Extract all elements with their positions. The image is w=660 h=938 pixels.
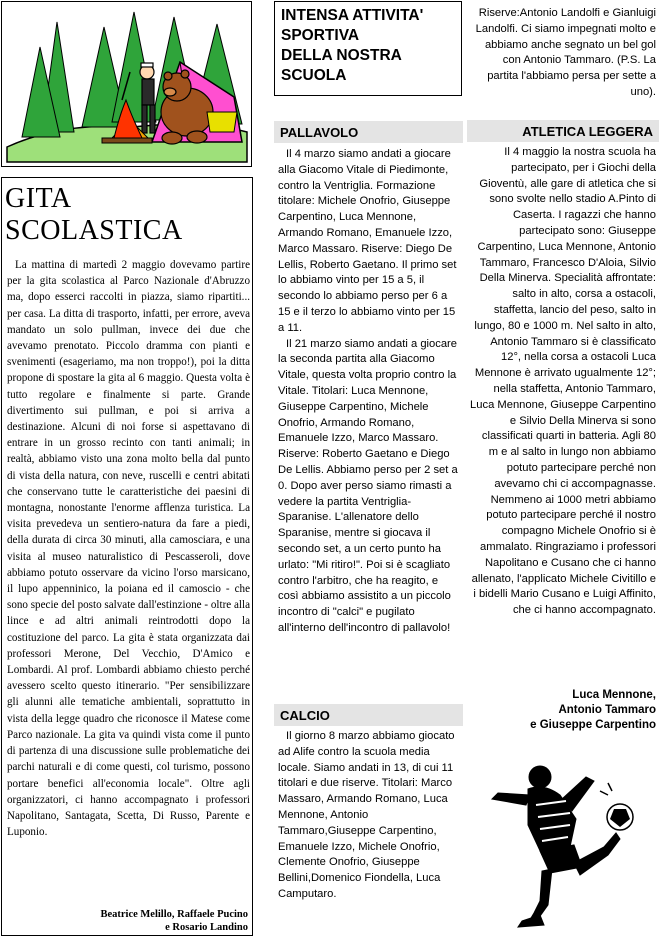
calcio-body xyxy=(278,729,460,903)
sport-headline xyxy=(281,6,455,86)
atletica-authors-line-1: Luca Mennone, xyxy=(572,689,656,701)
pallavolo-body xyxy=(278,147,460,637)
gita-title: GITA SCOLASTICA xyxy=(5,183,183,246)
gita-authors-line-2: e Rosario Landino xyxy=(165,922,248,933)
sport-headline-box xyxy=(274,1,462,96)
calcio-paragraph: Il giorno 8 marzo abbiamo giocato ad Alife contro la scuola media locale. Siamo andati in 13, di cui 11 titolari e due riserve. Titolari: Marco Massaro, Armando Romano, Luca Mennone, Antonio Tammaro,Giuseppe Carpentino, Emanuele Izzo, Michele Onofrio, Clemente Onofrio, Giuseppe Bellini,Domenico Fiondella, Luca Camputaro. xyxy=(278,730,455,900)
sport-headline-line-2: SPORTIVA xyxy=(281,27,360,44)
atletica-authors-line-3: e Giuseppe Carpentino xyxy=(530,719,656,731)
pallavolo-paragraph-1: Il 4 marzo siamo andati a giocare alla Giacomo Vitale di Piedimonte, contro la Ventriglia. Formazione titolare: Michele Onofrio, Giuseppe Carpentino, Luca Mennone, Armando Romano, Emanuele Izzo, Marco Massaro. Riserve: Diego De Lellis, Roberto Gaetano. Il primo set lo abbiamo vinto per 15 a 5, il secondo lo abbiamo perso per 6 a 15 e il terzo lo abbiamo vinto per 15 a 11. xyxy=(278,148,457,334)
sport-headline-line-3: DELLA NOSTRA xyxy=(281,47,402,64)
gita-paragraph: La mattina di martedì 2 maggio dovevamo partire per la gita scolastica al Parco Nazionale d'Abruzzo ma, dopo esserci raccolti in piazza, siamo ripartiti... per casa. La ditta di trasporto, infatti, per errore, aveva mandato un solo pullman, invece dei due che avevamo prenotato. Piccolo dramma con pianti e svenimenti (esageriamo, ma non troppo!), poi la ditta propone di spostare la gita al 6 maggio. Questa volta è tutto regolare e finalmente si parte. Grande divertimento sui pullman, e poi si arriva a destinazione. Alcuni di noi forse si aspettavano di entrare in un grosso recinto con tanti animali; in realtà, abbiamo visto una zona molto bella dal punto di vista della natura, con neve, ruscelli e centri abitati che conservano tutte le caratteristiche dei paesini di montagna, nonostante l'enorme afflenza turistica. La visita prevedeva un sentiero-natura da fare a piedi, della durata di circa 30 minuti, alla camosciara, e una visita al museo naturalistico di Pescasseroli, dove abbiamo potuto osservare da vicino l'orso marsicano, il lupo appenninico, la poiana ed il camoscio - che sono specie del posto salvate dall'estinzione - oltre alla lince e ad altri animali reintrodotti dopo la costituzione del parco. La gita è stata organizzata dai professori Merone, Del Vecchio, D'Amico e Lombardi. Al prof. Lombardi abbiamo chiesto perché avessero scelto questo itinerario. "Per sensibilizzare gli alunni alle tematiche ambientali, soprattutto in vista della legge quadro che riconosce il Matese come Parco nazionale. La gita va quindi vista come il punto di partenza di una discussione sulle problematiche dei parchi naturali e di come questi, col turismo, possono portare benefici all'economia locale". Oltre agli organizzatori, ci hanno accompagnato i professori Napolitano, Santagata, Scetta, Di Russo, Parente e Luponio. xyxy=(7,259,250,839)
atletica-authors xyxy=(470,688,656,733)
atletica-authors-line-2: Antonio Tammaro xyxy=(558,704,656,716)
soccer-player-illustration-frame xyxy=(478,755,648,930)
calcio-continuation-paragraph: Riserve:Antonio Landolfi e Gianluigi Landolfi. Ci siamo impegnati molto e abbiamo anche segnato un bel gol con Antonio Tammaro. (P.S. La partita l'abbiamo persa per sette a uno). xyxy=(475,7,656,98)
atletica-heading: ATLETICA LEGGERA xyxy=(467,120,659,142)
sport-headline-line-4: SCUOLA xyxy=(281,67,347,84)
gita-authors xyxy=(100,908,248,934)
pallavolo-heading: PALLAVOLO xyxy=(274,121,463,143)
camping-illustration-frame xyxy=(1,1,252,167)
gita-authors-line-1: Beatrice Melillo, Raffaele Pucino xyxy=(100,909,248,920)
calcio-heading: CALCIO xyxy=(274,704,463,726)
atletica-body xyxy=(470,145,656,619)
gita-article xyxy=(1,177,253,936)
sport-headline-line-1: INTENSA ATTIVITA' xyxy=(281,7,424,24)
gita-body xyxy=(7,257,250,840)
soccer-player-icon xyxy=(478,755,648,930)
pallavolo-paragraph-2: Il 21 marzo siamo andati a giocare la seconda partita alla Giacomo Vitale, questa volta proprio contro la Vitale. Titolari: Luca Mennone, Giuseppe Carpentino, Michele Onofrio, Armando Romano, Emanuele Izzo, Marco Massaro. Riserve: Roberto Gaetano e Diego De Lellis. Abbiamo perso per 2 set a 0. Dopo aver perso siamo rimasti a vedere la partita Ventriglia-Sparanise. L'allenatore dello Sparanise, mentre si giocava il secondo set, a un certo punto ha urlato: "Mi ritiro!". Poi si è scagliato contro l'arbitro, che ha reagito, e così abbiamo assistito a un piccolo incontro di "calci" e pugilato all'interno dell'incontro di pallavolo! xyxy=(278,337,458,634)
calcio-continuation xyxy=(470,6,656,101)
camping-bear-illustration xyxy=(2,2,251,166)
atletica-paragraph: Il 4 maggio la nostra scuola ha partecipato, per i Giochi della Gioventù, alle gare di atletica che si sono svolte nello stadio A.Pinto di Caserta. I ragazzi che hanno partecipato sono: Giuseppe Carpentino, Luca Mennone, Antonio Tammaro, Francesco D'Aloia, Silvio Della Minerva. Specialità affrontate: salto in alto, corsa a ostacoli, staffetta, lancio del peso, salto in lungo, 80 e 1000 m. Nel salto in alto, Antonio Tammaro si è classificato 12°, nella corsa a ostacoli Luca Mennone è arrivato ugualmente 12°; nella staffetta, Antonio Tammaro, Luca Mennone, Giuseppe Carpentino e Silvio Della Minerva si sono classificati quarti in batteria. Agli 80 m e al salto in lungo non abbiamo potuto partecipare perché non avevamo chi ci accompagnasse. Nemmeno ai 1000 metri abbiamo potuto partecipare perché il nostro compagno Michele Onofrio si è ammalato. Ringraziamo i professori Napolitano e Cusano che ci hanno allenato, l'applicato Michele Civitillo e i bidelli Mario Cusano e Luigi Affinito, che ci hanno accompagnato. xyxy=(470,146,656,617)
